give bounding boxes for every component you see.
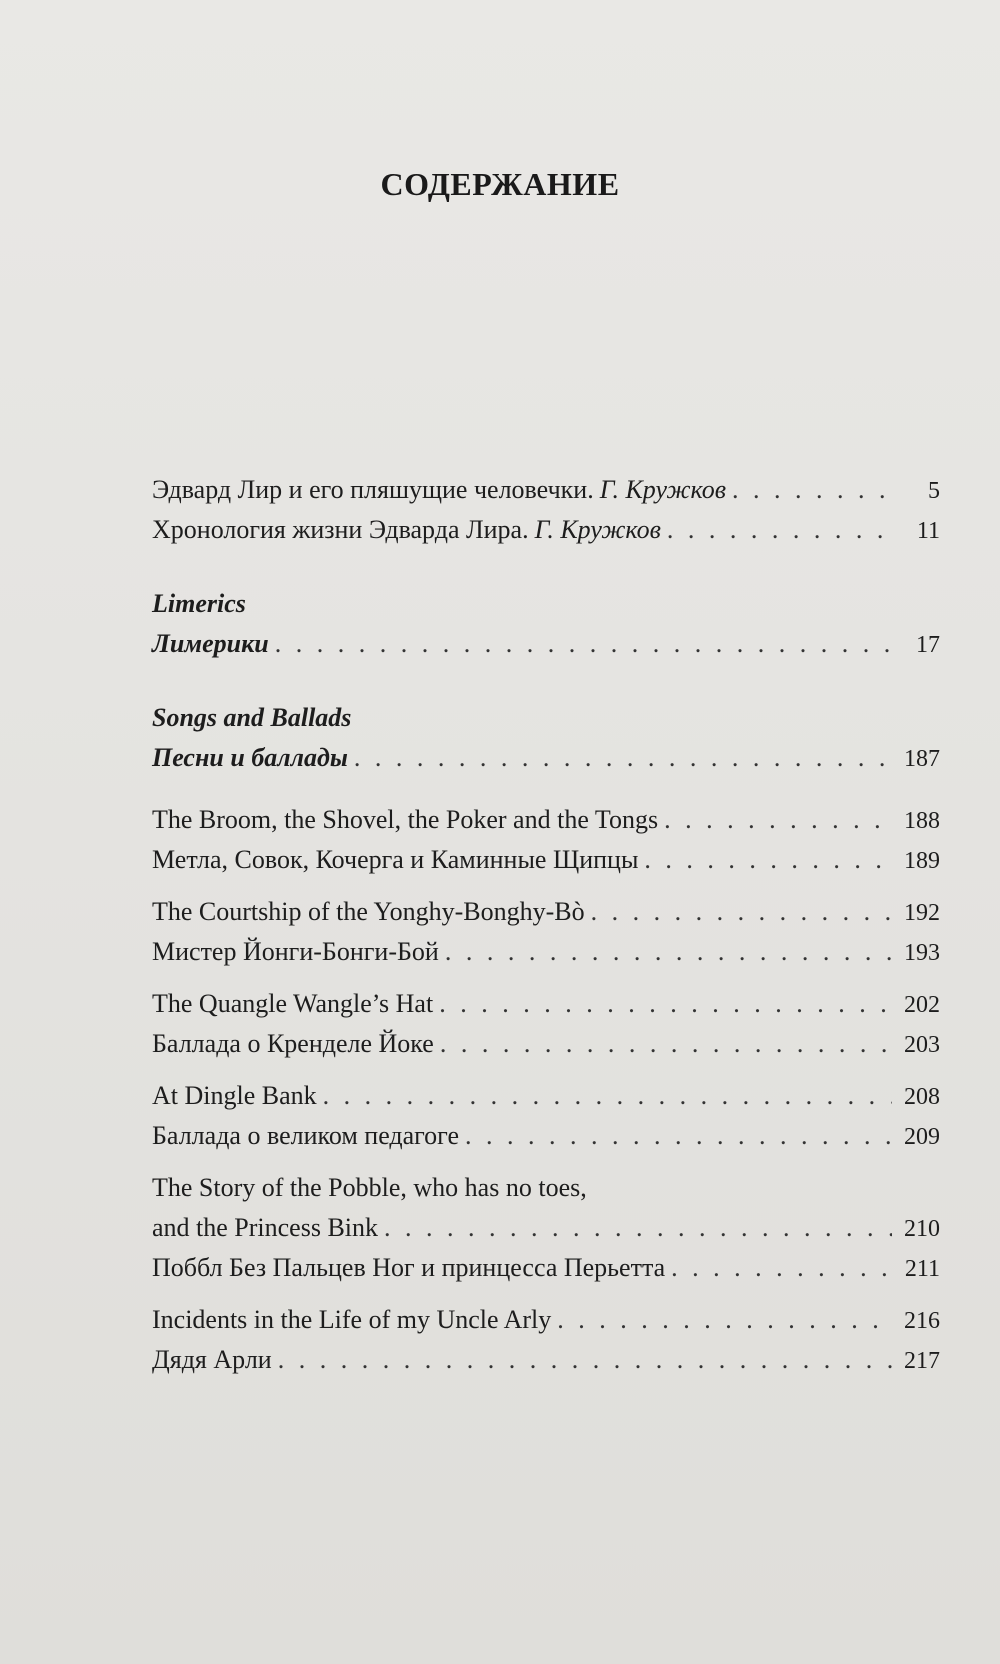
leader-dots (445, 932, 892, 972)
toc-entry-page: 210 (904, 1216, 940, 1242)
toc-entry-page: 209 (904, 1124, 940, 1150)
leader-dots (354, 738, 892, 778)
section-heading-songs: Songs and Ballads (152, 703, 352, 732)
toc-entry-pobble-ru (152, 1248, 940, 1288)
section-heading-limerics: Limerics (152, 589, 246, 618)
toc-entry-page: 202 (904, 992, 940, 1018)
leader-dots (667, 510, 892, 550)
toc-entry-dingle-ru (152, 1116, 940, 1156)
toc-entry-title: Дядя Арли (152, 1345, 272, 1374)
toc-entry-author: Г. Кружков (534, 515, 661, 544)
toc-entry-title: Хронология жизни Эдварда Лира. (152, 515, 529, 544)
toc-entry-pobble-en (152, 1208, 940, 1248)
toc-entry-chronology (152, 510, 940, 550)
toc-entry-broom-en (152, 800, 940, 840)
toc-entry-page: 216 (904, 1308, 940, 1334)
toc-entry-page: 11 (916, 518, 940, 544)
toc-entry-dingle-en (152, 1076, 940, 1116)
toc-entry-page: 192 (904, 900, 940, 926)
toc-entry-title: The Courtship of the Yonghy-Bonghy-Bò (152, 897, 585, 926)
toc-entry-courtship-en (152, 892, 940, 932)
leader-dots (591, 892, 892, 932)
toc-entry-title: Лимерики (152, 629, 269, 658)
toc-entry-page: 189 (904, 848, 940, 874)
leader-dots (384, 1208, 892, 1248)
leader-dots (671, 1248, 892, 1288)
toc-entry-hat-ru (152, 1024, 940, 1064)
toc-entry-page: 193 (904, 940, 940, 966)
leader-dots (465, 1116, 892, 1156)
leader-dots (275, 624, 892, 664)
toc-entry-pobble-en-line1: The Story of the Pobble, who has no toes, (152, 1173, 587, 1202)
toc-entry-arly-ru (152, 1340, 940, 1380)
toc-entry-page: 208 (904, 1084, 940, 1110)
toc-entry-title: Баллада о Кренделе Йоке (152, 1029, 434, 1058)
toc-entry-title: Мистер Йонги-Бонги-Бой (152, 937, 439, 966)
table-of-contents (152, 470, 940, 1380)
toc-entry-page: 5 (928, 478, 940, 504)
toc-entry-title: Incidents in the Life of my Uncle Arly (152, 1305, 552, 1334)
toc-entry-title: and the Princess Bink (152, 1213, 379, 1242)
toc-entry-title: Метла, Совок, Кочерга и Каминные Щипцы (152, 845, 639, 874)
toc-entry-title: Эдвард Лир и его пляшущие человечки. (152, 475, 594, 504)
toc-entry-title: Баллада о великом педагоге (152, 1121, 460, 1150)
toc-entry-title: Поббл Без Пальцев Ног и принцесса Перьетта (152, 1253, 666, 1282)
toc-entry-hat-en (152, 984, 940, 1024)
leader-dots (664, 800, 892, 840)
leader-dots (732, 470, 892, 510)
toc-entry-page: 217 (904, 1348, 940, 1374)
toc-entry-page: 203 (904, 1032, 940, 1058)
toc-entry-title: The Broom, the Shovel, the Poker and the Tongs (152, 805, 659, 834)
toc-entry-broom-ru (152, 840, 940, 880)
toc-entry-intro (152, 470, 940, 510)
page-title: СОДЕРЖАНИЕ (380, 166, 620, 202)
leader-dots (440, 1024, 892, 1064)
leader-dots (644, 840, 892, 880)
toc-entry-songs (152, 738, 940, 778)
toc-entry-arly-en (152, 1300, 940, 1340)
leader-dots (439, 984, 892, 1024)
toc-entry-author: Г. Кружков (599, 475, 726, 504)
toc-entry-title: Песни и баллады (152, 743, 348, 772)
toc-entry-page: 188 (904, 808, 940, 834)
leader-dots (278, 1340, 892, 1380)
toc-entry-page: 211 (904, 1256, 940, 1282)
toc-entry-title: The Quangle Wangle’s Hat (152, 989, 434, 1018)
toc-entry-courtship-ru (152, 932, 940, 972)
leader-dots (323, 1076, 892, 1116)
toc-entry-page: 187 (904, 746, 940, 772)
toc-entry-page: 17 (916, 632, 940, 658)
toc-entry-title: At Dingle Bank (152, 1081, 317, 1110)
leader-dots (557, 1300, 892, 1340)
toc-entry-limerics (152, 624, 940, 664)
